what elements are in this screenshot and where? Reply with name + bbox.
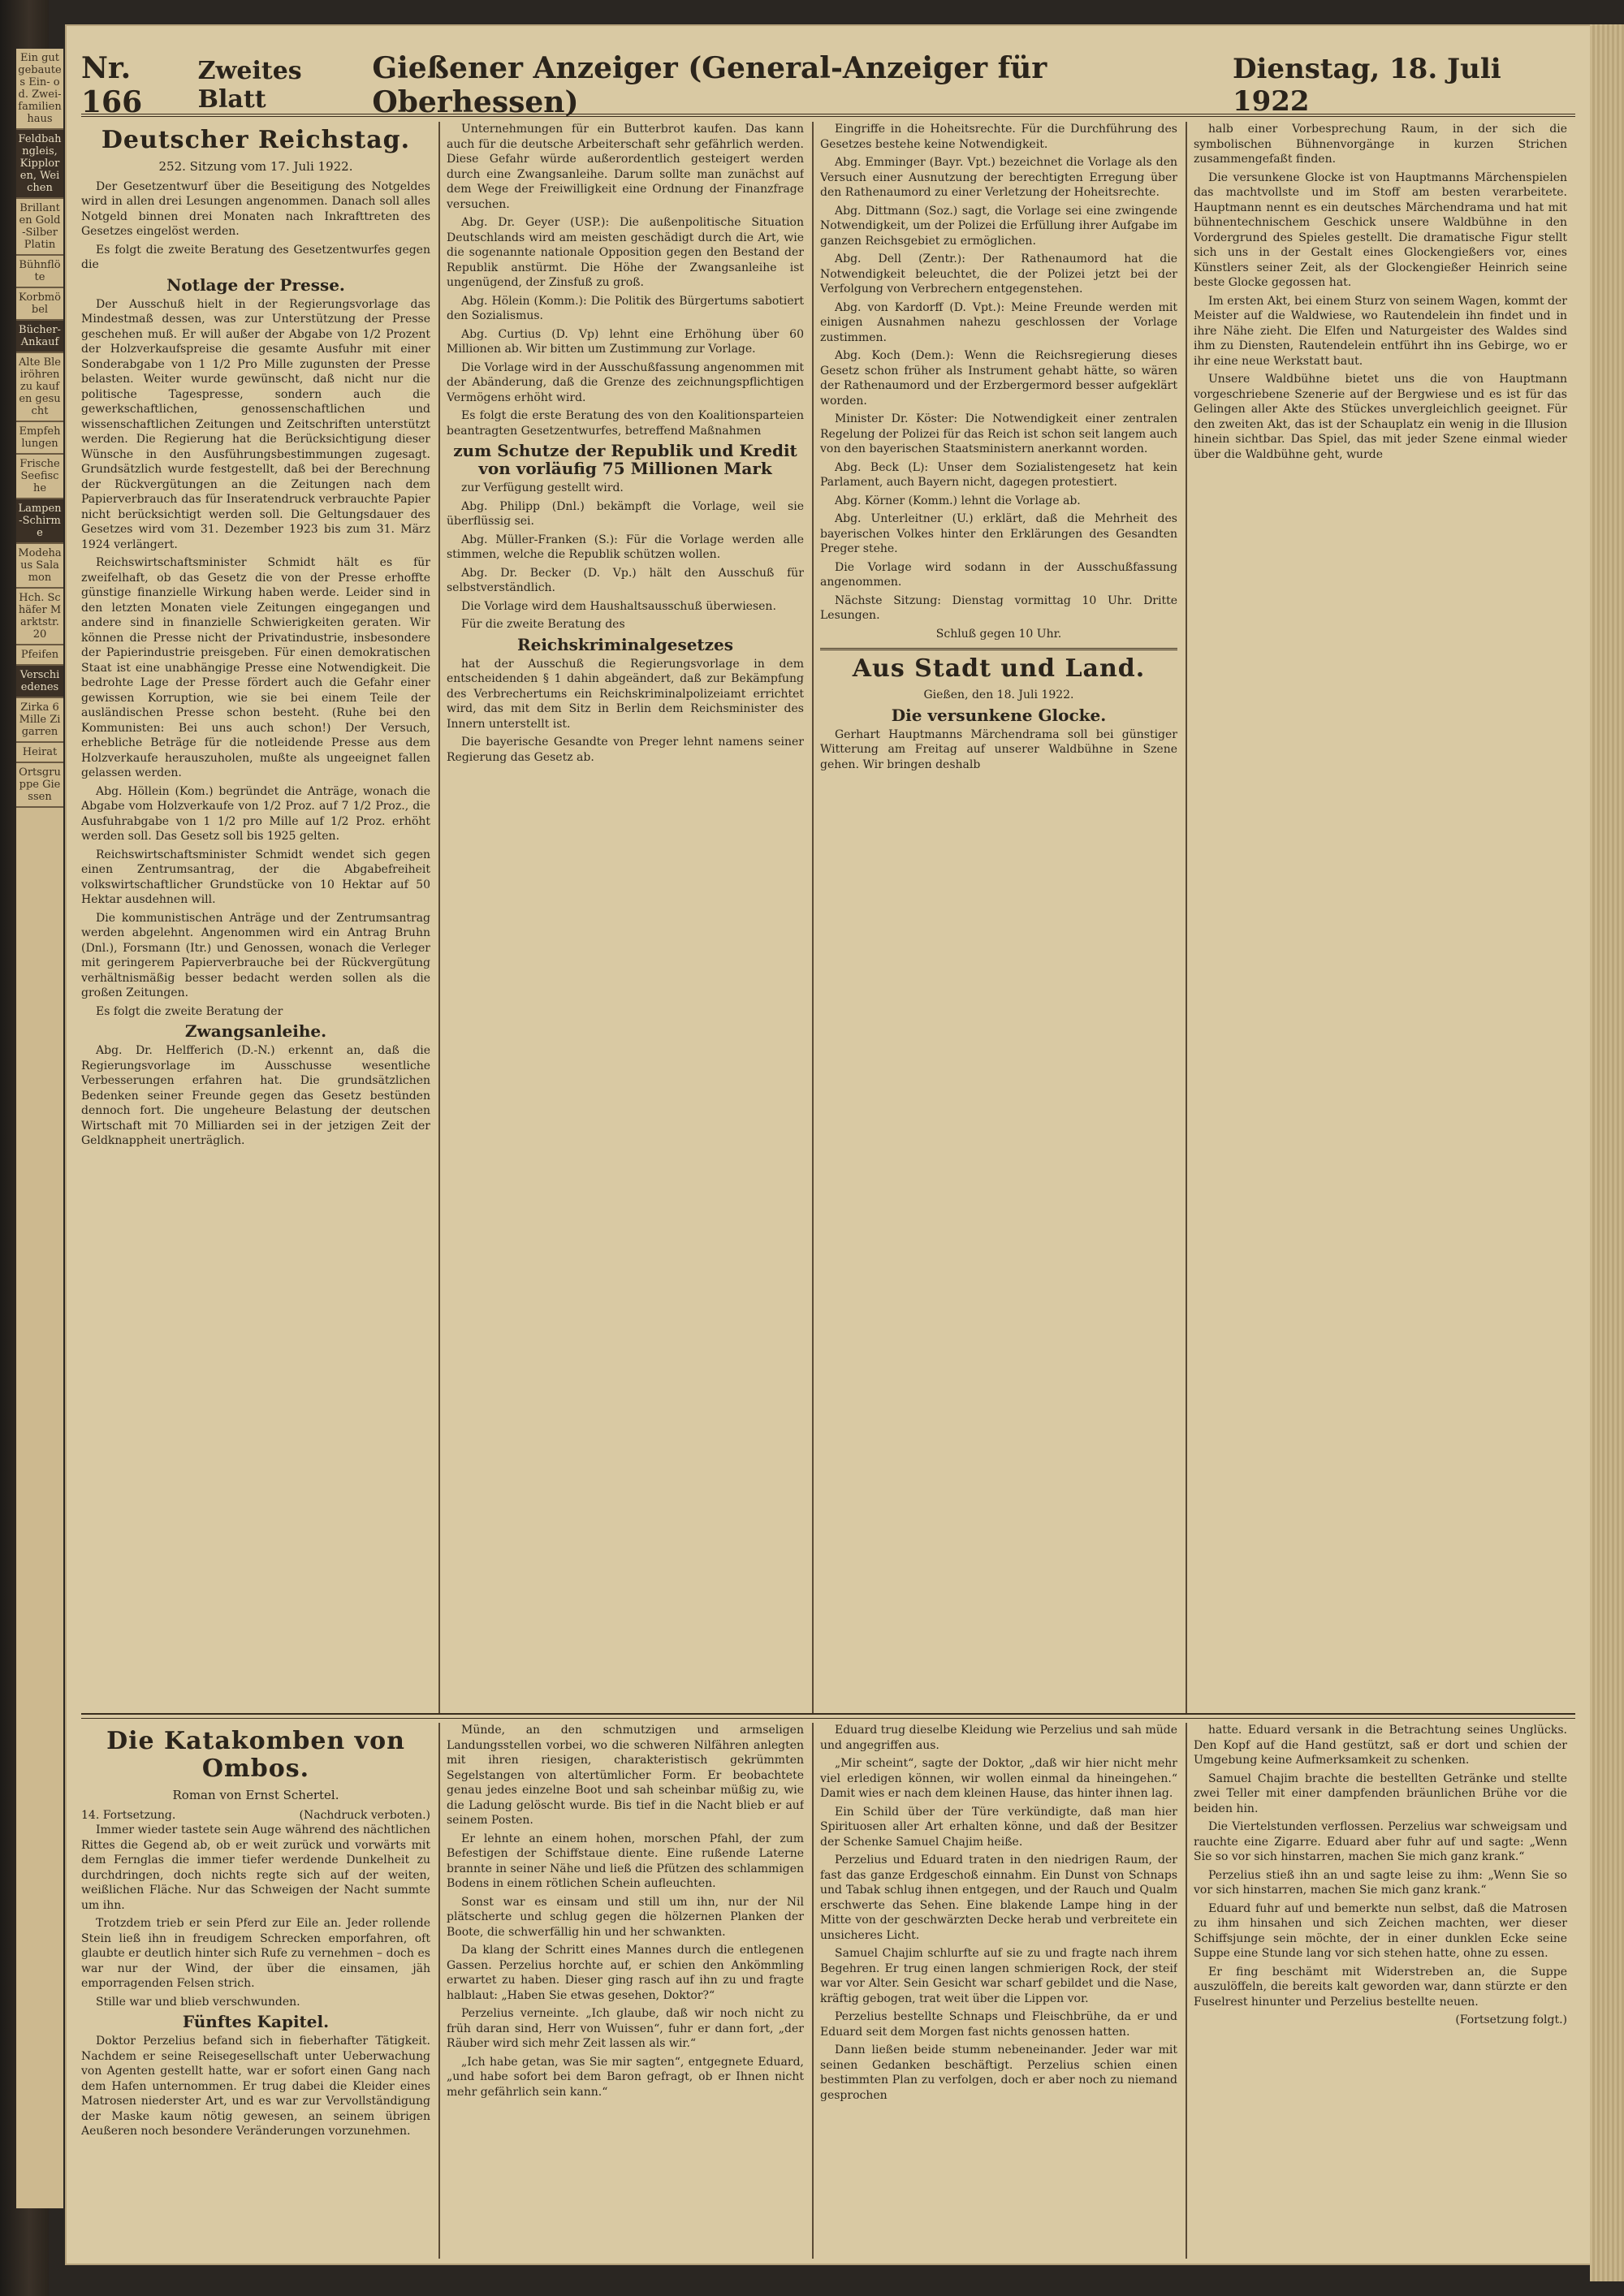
paragraph: Da klang der Schritt eines Mannes durch die entlegenen Gassen. Perzelius horchte auf, er schien den Ankömmling erwartet zu haben. Dieser ging rasch auf ihn zu und fragte halblaut: „Haben Sie etwas gesehen, Doktor?“: [447, 1944, 804, 2002]
left-ad: Zirka 6 Mille Zigarren: [16, 698, 63, 743]
paragraph: Trotzdem trieb er sein Pferd zur Eile an. Jeder rollende Stein ließ ihn in freudigem Schrecken emporfahren, oft glaubte er deutlich hinter sich Rufe zu vernehmen – doch es war nur der Wind, der über die einsamen, jäh emporragenden Felsen strich.: [81, 1917, 430, 1990]
glocke-column: [1194, 122, 1567, 1705]
reichstag-headline: Deutscher Reichstag.: [101, 126, 411, 154]
left-ad: Brillanten Gold-Silber Platin: [16, 199, 63, 256]
local-news-headline: Aus Stadt und Land.: [852, 654, 1146, 683]
paragraph: Abg. Unterleitner (U.) erklärt, daß die Mehrheit des bayerischen Volkes hinter den Erklärungen des Gesandten Preger stehe.: [820, 512, 1177, 555]
paragraph: Die versunkene Glocke ist von Hauptmanns Märchenspielen das machtvollste und im Stoff am besten verarbeitete. Hauptmann nennt es ein deutsches Märchendrama und hat mit bühnentechnischem Geschick unsere Waldbühne in den Vordergrund des Spieles gestellt. Die dramatische Figur stellt sich uns in der Gestalt eines Glockengießers vor, eines Künstlers seiner Zeit, als der Glockengießer Heinrich seine beste Glocke gegossen hat.: [1194, 170, 1567, 289]
section-heading: Zwangsanleihe.: [184, 1021, 327, 1041]
paragraph: Abg. Körner (Komm.) lehnt die Vorlage ab.: [835, 494, 1081, 507]
paragraph: Eduard trug dieselbe Kleidung wie Perzelius und sah müde und angegriffen aus.: [820, 1724, 1177, 1752]
serial-column-2: [447, 1723, 804, 2259]
paragraph: Abg. Koch (Dem.): Wenn die Reichsregierung dieses Gesetz schon früher als Instrument gehabt hätte, so wären der Rathenaumord und der Erzbergermord besser aufgeklärt worden.: [820, 349, 1177, 408]
paragraph: Reichswirtschaftsminister Schmidt wendet sich gegen einen Zentrumsantrag, der die Abgabefreiheit volkswirtschaftlicher Grundstücke von 10 Hektar auf 50 Hektar ausdehnen will.: [81, 848, 430, 906]
paragraph: Abg. Philipp (Dnl.) bekämpft die Vorlage, weil sie überflüssig sei.: [447, 499, 804, 528]
left-ad: Lampen-Schirme: [16, 499, 63, 544]
paragraph: Abg. von Kardorff (D. Vpt.): Meine Freunde werden mit einigen Ausnahmen nahezu geschlossen der Vorlage zustimmen.: [820, 300, 1177, 344]
paragraph: Abg. Emminger (Bayr. Vpt.) bezeichnet die Vorlage als den Versuch einer Ausnutzung der berechtigten Erregung über den Rathenaumord zu einer Verletzung der Hoheitsrechte.: [820, 156, 1177, 199]
left-ad: Korbmöbel: [16, 288, 63, 321]
column-rule: [812, 122, 814, 1713]
session-line: 252. Sitzung vom 17. Juli 1922.: [158, 159, 353, 174]
serial-subtitle: Roman von Ernst Schertel.: [172, 1788, 339, 1802]
paragraph: Samuel Chajim brachte die bestellten Getränke und stellte zwei Teller mit einer dampfenden bräunlichen Brühe vor die beiden hin.: [1194, 1772, 1567, 1815]
issue-number: Nr. 166: [81, 51, 143, 119]
newspaper-title: Gießener Anzeiger (General-Anzeiger für Oberhessen): [372, 51, 1047, 119]
serial-column-4: [1194, 1723, 1567, 2259]
installment-number: 14. Fortsetzung.: [81, 1808, 176, 1822]
left-ad: Heirat: [16, 743, 63, 763]
left-ad: Ortsgruppe Giessen: [16, 763, 63, 808]
paragraph: Es folgt die zweite Beratung des Gesetzentwurfes gegen die: [81, 243, 430, 271]
paragraph: Unternehmungen für ein Butterbrot kaufen. Das kann auch für die deutsche Arbeiterschaft sehr gefährlich werden. Diese Gefahr würde außerordentlich gesteigert werden durch eine Zwangsanleihe. Darum sollte man zunächst auf dem Wege der Freiwilligkeit eine Ordnung der Finanzfrage versuchen.: [447, 123, 804, 211]
left-ad: Bücher-Ankauf: [16, 321, 63, 353]
section-heading: zum Schutze der Republik und Kredit von vorläufig 75 Millionen Mark: [453, 441, 797, 478]
chapter-heading: Fünftes Kapitel.: [182, 2012, 330, 2031]
paragraph: Abg. Müller-Franken (S.): Für die Vorlage werden alle stimmen, welche die Republik schützen wollen.: [447, 533, 804, 561]
paragraph: Unsere Waldbühne bietet uns die von Hauptmann vorgeschriebene Szenerie auf der Bergwiese und es ist für das Gelingen aller Akte des Stückes unvergleichlich geeignet. Für den zweiten Akt, das ist der Schauplatz ein wenig in die Illusion hinein sichtbar. Das Spiel, das mit jeder Szene einmal wieder über die Waldbühne geht, wurde: [1194, 373, 1567, 461]
paragraph: Er lehnte an einem hohen, morschen Pfahl, der zum Befestigen der Schiffstaue diente. Eine rußende Laterne brannte in seiner Nähe und ließ die Pfützen des schlammigen Bodens in einem rötlichen Schein aufleuchten.: [447, 1832, 804, 1890]
section-divider: [820, 648, 1177, 650]
left-ad: Pfeifen: [16, 645, 63, 666]
serial-column-3: [820, 1723, 1177, 2259]
paragraph: Eingriffe in die Hoheitsrechte. Für die Durchführung des Gesetzes bestehe keine Notwendigkeit.: [820, 123, 1177, 151]
column-rule: [438, 122, 440, 1713]
serial-column-1: [81, 1723, 430, 2259]
left-adjacent-page-ads: [16, 49, 63, 2208]
paragraph: Ein Schild über der Türe verkündigte, daß man hier Spirituosen aller Art erhalten könne, und daß der Besitzer der Schenke Samuel Chajim heiße.: [820, 1805, 1177, 1849]
reichstag-column-1: [81, 122, 430, 1705]
dateline: Gießen, den 18. Juli 1922.: [923, 688, 1074, 701]
paragraph: hat der Ausschuß die Regierungsvorlage in dem entscheidenden § 1 dahin abgeändert, daß zur Bekämpfung des Verbrechertums ein Reichskriminalpolizeiamt errichtet wird, das mit dem Sitz in Berlin dem Reichsminister des Innern unterstellt ist.: [447, 657, 804, 731]
paragraph: halb einer Vorbesprechung Raum, in der sich die symbolischen Bühnenvorgänge in kurzen Strichen zusammengefaßt finden.: [1194, 123, 1567, 166]
paragraph: Gerhart Hauptmanns Märchendrama soll bei günstiger Witterung am Freitag auf unserer Waldbühne in Szene gehen. Wir bringen deshalb: [820, 727, 1177, 771]
paragraph: Der Ausschuß hielt in der Regierungsvorlage das Mindestmaß dessen, was zur Unterstützung der Presse geschehen muß. Er will außer der Abgabe von 1/2 Prozent der Holzverkaufspreise die gesamte Ausfuhr mit einer Sonderabgabe von 1 1/2 Pro Mille zugunsten der Presse belasten. Weiter wurde gewünscht, daß nicht nur die politische Tagespresse, sondern auch die gewerkschaftlichen, genossenschaftlichen und wissenschaftlichen Zeitungen und Zeitschriften unterstützt werden. Die Regierung hat die Berücksichtigung dieser Wünsche in den Ausführungsbestimmungen zugesagt. Grundsätzlich wurde festgestellt, daß bei der Berechnung der Rückvergütungen an die Zeitungen nach dem Papierverbrauch das für Inseratendruck verbrauchte Papier nicht berücksichtigt werden soll. Die Geltungsdauer des Gesetzes wird vom 31. Dezember 1923 bis zum 31. März 1924 verlängert.: [81, 297, 430, 551]
left-ad: Frische Seefische: [16, 455, 63, 499]
column-rule: [1186, 122, 1187, 1713]
paragraph: Dann ließen beide stumm nebeneinander. Jeder war mit seinen Gedanken beschäftigt. Perzelius schien einen bestimmten Plan zu verfolgen, doch er aber noch zu niemand gesprochen: [820, 2044, 1177, 2102]
paragraph: Perzelius bestellte Schnaps und Fleischbrühe, da er und Eduard seit dem Morgen fast nichts genossen hatten.: [820, 2010, 1177, 2039]
reprint-notice: (Nachdruck verboten.): [299, 1808, 430, 1822]
left-ad: Alte Bleiröhren zu kaufen gesucht: [16, 353, 63, 422]
masthead: [81, 51, 1575, 119]
paragraph: Eduard fuhr auf und bemerkte nun selbst, daß die Matrosen zu ihm hinsahen und sich Zeichen machten, wer dieser Schiffsjunge sein möchte, der in einer dunklen Ecke seine Suppe eine Stunde lang vor sich stehen hatte, ohne zu essen.: [1194, 1901, 1567, 1960]
paragraph: Abg. Höllein (Kom.) begründet die Anträge, wonach die Abgabe vom Holzverkaufe von 1/2 Proz. auf 7 1/2 Proz., die Ausfuhrabgabe von 1 1/2 pro Mille auf 1/2 Proz. erhöht werden soll. Das Gesetz soll bis 1925 gelten.: [81, 784, 430, 843]
reichstag-column-3: [820, 122, 1177, 1705]
paragraph: Stille war und blieb verschwunden.: [96, 1995, 300, 2009]
paragraph: Es folgt die zweite Beratung der: [96, 1004, 283, 1018]
paragraph: Abg. Dr. Helfferich (D.-N.) erkennt an, daß die Regierungsvorlage im Ausschusse wesentliche Verbesserungen erfahren hat. Die grundsätzlichen Bedenken seiner Freunde gegen das Gesetz bestünden dennoch fort. Die ungeheure Belastung der deutschen Wirtschaft mit 70 Milliarden sei in der jetzigen Zeit der Geldknappheit unerträglich.: [81, 1044, 430, 1147]
paragraph: Die Viertelstunden verflossen. Perzelius war schweigsam und rauchte eine Zigarre. Eduard aber fuhr auf und sagte: „Wenn Sie so vor sich hinstarren, machen Sie mich ganz krank.“: [1194, 1820, 1567, 1863]
reichstag-column-2: [447, 122, 804, 1705]
left-ad: Feldbahngleis, Kipploren, Weichen: [16, 130, 63, 199]
paragraph: Reichswirtschaftsminister Schmidt hält es für zweifelhaft, ob das Gesetz die von der Presse erhoffte günstige finanzielle Wirkung haben werde. Leider sind in den letzten Monaten viele Zeitungen eingegangen und andere sind in finanzielle Schwierigkeiten geraten. Wir können die Presse nicht der Privatindustrie, insbesondere der Papierindustrie preisgeben. Für einen demokratischen Staat ist eine unabhängige Presse eine Notwendigkeit. Die bedrohte Lage der Presse fördert auch die Gefahr einer gewissen Korruption, wie sie bei einem Teile der ausländischen Presse schon besteht. (Ruhe bei den Kommunisten: Bei uns auch schon!) Der Versuch, erhebliche Beträge für die notleidende Presse aus dem Holzverkaufe herauszuholen, mußte als ungeeignet fallen gelassen werden.: [81, 556, 430, 779]
paragraph: „Mir scheint“, sagte der Doktor, „daß wir hier nicht mehr viel erledigen können, wir wollen einmal da hineingehen.“ Damit wies er nach dem kleinen Hause, das hinter ihnen lag.: [820, 1757, 1177, 1800]
paragraph: Perzelius stieß ihn an und sagte leise zu ihm: „Wenn Sie so vor sich hinstarren, machen Sie mich ganz krank.“: [1194, 1868, 1567, 1897]
paragraph: „Ich habe getan, was Sie mir sagten“, entgegnete Eduard, „und habe sofort bei dem Baron gefragt, ob er Ihnen nicht mehr gefährlich sein kann.“: [447, 2055, 804, 2099]
paragraph: Abg. Curtius (D. Vp) lehnt eine Erhöhung über 60 Millionen ab. Wir bitten um Zustimmung zur Vorlage.: [447, 327, 804, 356]
paragraph: Die Vorlage wird sodann in der Ausschußfassung angenommen.: [820, 560, 1177, 589]
paragraph: Minister Dr. Köster: Die Notwendigkeit einer zentralen Regelung der Polizei für das Reich ist schon seit langem auch von den bayerischen Staatsministern anerkannt worden.: [820, 412, 1177, 455]
paragraph: Abg. Dr. Becker (D. Vp.) hält den Ausschuß für selbstverständlich.: [447, 566, 804, 594]
left-ad: Bühnflöte: [16, 256, 63, 288]
paragraph: Er fing beschämt mit Widerstreben an, die Suppe auszulöffeln, die bereits kalt geworden war, dann stürzte er den Fuselrest hinunter und Perzelius bestellte neuen.: [1194, 1965, 1567, 2009]
paragraph: Münde, an den schmutzigen und armseligen Landungsstellen vorbei, wo die schweren Nilfähren anlegten mit ihren riesigen, charakteristisch gekrümmten Segelstangen von altertümlicher Form. Er beobachtete genau jedes einzelne Boot und sah scheinbar müßig zu, wie die Ladung gelöscht wurde. Bis tief in die Nacht blieb er auf seinem Posten.: [447, 1724, 804, 1827]
paragraph: Nächste Sitzung: Dienstag vormittag 10 Uhr. Dritte Lesungen.: [820, 593, 1177, 622]
paragraph: Die kommunistischen Anträge und der Zentrumsantrag werden abgelehnt. Angenommen wird ein Antrag Bruhn (Dnl.), Forsmann (Itr.) und Genossen, wonach die Verleger mit geringerem Papierverbrauche bei der Rückvergütung verhältnismäßig besser bedacht werden sollen als die großen Zeitungen.: [81, 911, 430, 999]
paragraph: Sonst war es einsam und still um ihn, nur der Nil plätscherte und schlug gegen die hölzernen Planken der Boote, die schwerfällig hin und her schwankten.: [447, 1895, 804, 1939]
left-ad: Hch. Schäfer Marktstr. 20: [16, 589, 63, 645]
paragraph: Die Vorlage wird dem Haushaltsausschuß überwiesen.: [461, 599, 776, 613]
feuilleton-divider: [81, 1713, 1575, 1719]
section-heading: Notlage der Presse.: [166, 274, 345, 295]
article-heading: Die versunkene Glocke.: [891, 705, 1107, 725]
page-edges: [1590, 24, 1624, 2281]
page-content: [81, 51, 1575, 2273]
paragraph: Es folgt die erste Beratung des von den Koalitionsparteien beantragten Gesetzentwurfes, betreffend Maßnahmen: [447, 409, 804, 438]
left-ad: Verschiedenes: [16, 666, 63, 698]
paragraph: Immer wieder tastete sein Auge während des nächtlichen Rittes die Gegend ab, ob er weit zurück und vorwärts mit dem Fernglas die immer tiefer werdende Dunkelheit zu durchdringen, doch nichts regte sich auf der weiten, weißlichen Fläche. Nur das Schweigen der Nacht summte um ihn.: [81, 1823, 430, 1912]
left-ad: Modehaus Salamon: [16, 544, 63, 589]
column-rule: [438, 1723, 440, 2259]
serial-title: Die Katakomben von Ombos.: [106, 1727, 405, 1783]
column-rule: [1186, 1723, 1187, 2259]
closing-line: Schluß gegen 10 Uhr.: [935, 627, 1062, 641]
paragraph: Für die zweite Beratung des: [461, 618, 625, 631]
paragraph: Abg. Beck (L): Unser dem Sozialistengesetz hat kein Parlament, auch Bayern nicht, dagegen protestiert.: [820, 460, 1177, 489]
paragraph: Doktor Perzelius befand sich in fieberhafter Tätigkeit. Nachdem er seine Reisegesellschaft unter Ueberwachung von Agenten gestellt hatte, war er sofort einen Gang nach dem Hafen unternommen. Er trug dabei die Kleider eines Matrosen niederster Art, und es war zur Vervollständigung der Maske kaum nötig gewesen, an seinem übrigen Aeußeren noch besondere Veränderungen vorzunehmen.: [81, 2035, 430, 2138]
left-ad: Ein gutgebautes Ein- od. Zwei-familienhaus: [16, 49, 63, 130]
paragraph: zur Verfügung gestellt wird.: [461, 481, 624, 494]
paragraph: hatte. Eduard versank in die Betrachtung seines Unglücks. Den Kopf auf die Hand gestützt, saß er dort und schien der Umgebung keine Aufmerksamkeit zu schenken.: [1194, 1724, 1567, 1767]
paragraph: Die Vorlage wird in der Ausschußfassung angenommen mit der Abänderung, daß die Grenze des zeichnungspflichtigen Vermögens erhöht wird.: [447, 360, 804, 404]
paragraph: Abg. Hölein (Komm.): Die Politik des Bürgertums sabotiert den Sozialismus.: [447, 294, 804, 322]
paragraph: Perzelius und Eduard traten in den niedrigen Raum, der fast das ganze Erdgeschoß einnahm. Ein Dunst von Schnaps und Tabak schlug ihnen entgegen, und der Rauch und Qualm erschwerte das Sehen. Eine blakende Lampe hing in der Mitte von der geschwärzten Decke herab und verbreitete ein unsicheres Licht.: [820, 1854, 1177, 1942]
left-ad: Empfehlungen: [16, 422, 63, 455]
paragraph: Abg. Dr. Geyer (USP.): Die außenpolitische Situation Deutschlands wird am meisten geschädigt durch die Art, wie die sogenannte nationale Opposition gegen den Bestand der Republik anstürmt. Die Höhe der Zwangsanleihe ist ungenügend, der Zinsfuß zu groß.: [447, 216, 804, 289]
installment-line: [81, 1808, 430, 1823]
paragraph: Der Gesetzentwurf über die Beseitigung des Notgeldes wird in allen drei Lesungen angenommen. Danach soll alles Notgeld binnen drei Monaten nach Inkrafttreten des Gesetzes eingelöst werden.: [81, 179, 430, 238]
paragraph: Abg. Dittmann (Soz.) sagt, die Vorlage sei eine zwingende Notwendigkeit, um der Polizei die Erfüllung ihrer Aufgabe im ganzen Reichsgebiet zu ermöglichen.: [820, 204, 1177, 248]
sheet-label: Zweites Blatt: [197, 57, 302, 114]
issue-date: Dienstag, 18. Juli 1922: [1232, 53, 1501, 118]
paragraph: Im ersten Akt, bei einem Sturz von seinem Wagen, kommt der Meister auf die Waldwiese, wo Rautendelein ihn findet und in ihre Nähe zieht. Die Elfen und Naturgeister des Waldes sind ihm zu Diensten, Rautendelein entführt ihn ins Gebirge, wo er ihr eine neue Werkstatt baut.: [1194, 294, 1567, 368]
paragraph: Samuel Chajim schlurfte auf sie zu und fragte nach ihrem Begehren. Er trug einen langen schmierigen Rock, der steif war vor Alter. Sein Gesicht war scharf gebildet und die Nase, kräftig gebogen, trat weit über die Lippen vor.: [820, 1947, 1177, 2005]
continued-note: (Fortsetzung folgt.): [1455, 2013, 1567, 2026]
paragraph: Die bayerische Gesandte von Preger lehnt namens seiner Regierung das Gesetz ab.: [447, 736, 804, 764]
paragraph: Abg. Dell (Zentr.): Der Rathenaumord hat die Notwendigkeit beleuchtet, die der Polizei jetzt bei der Verfolgung von Verbrechern entgegenstehen.: [820, 252, 1177, 296]
section-heading: Reichskriminalgesetzes: [516, 634, 734, 654]
column-rule: [812, 1723, 814, 2259]
paragraph: Perzelius verneinte. „Ich glaube, daß wir noch nicht zu früh daran sind, Herr von Wuissen“, fuhr er dann fort, „der Räuber wird sich mehr Zeit lassen als wir.“: [447, 2007, 804, 2050]
